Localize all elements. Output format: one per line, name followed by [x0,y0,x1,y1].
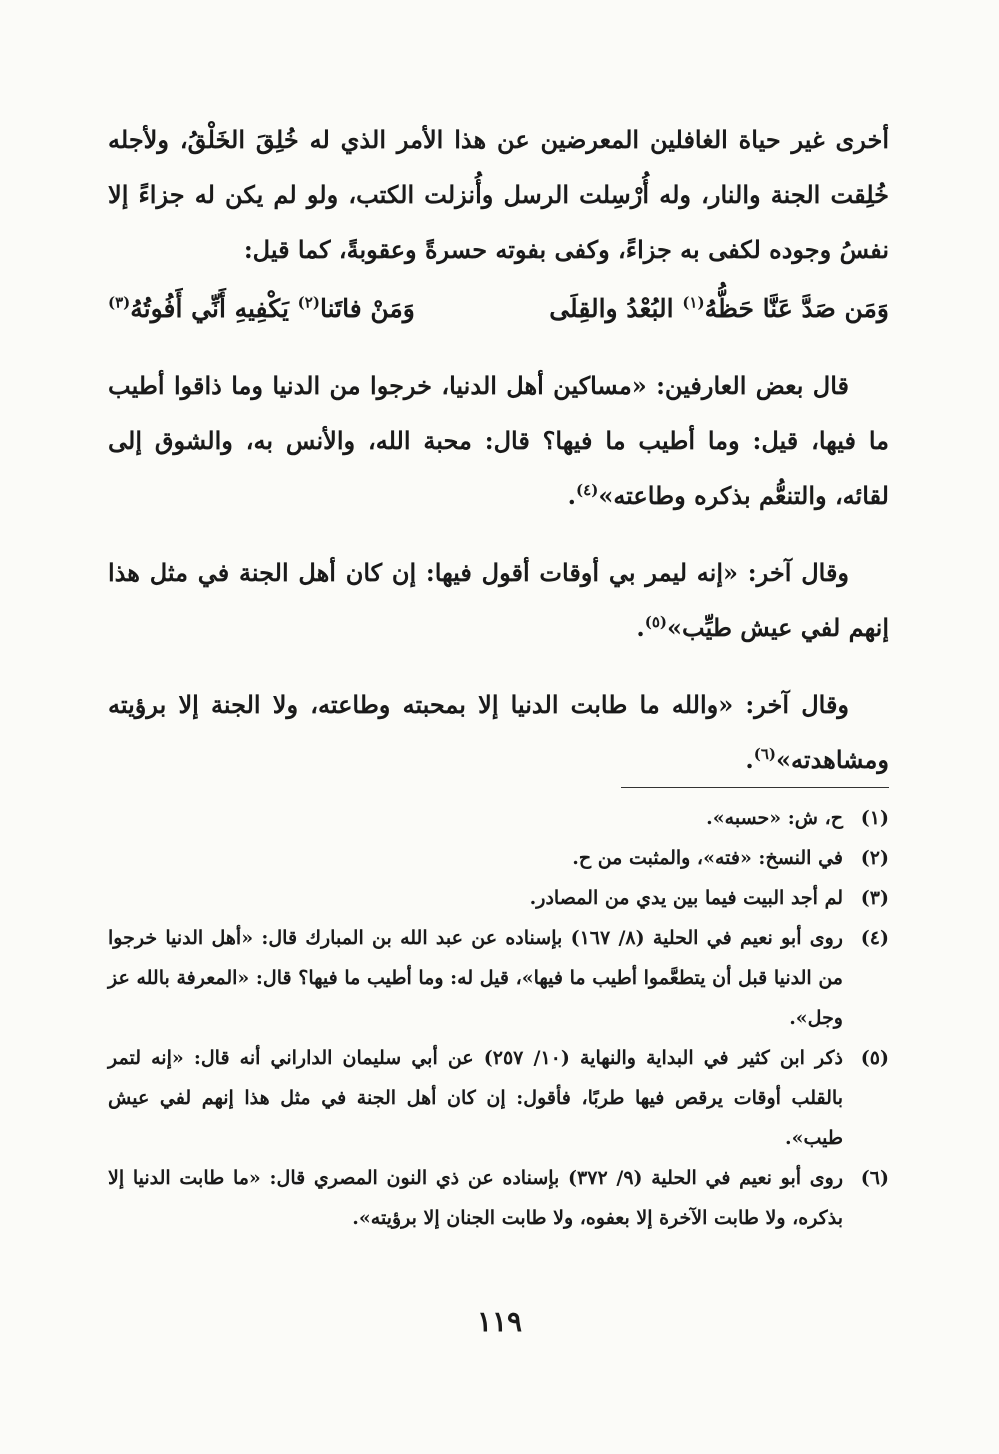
footnote-2 [108,838,889,878]
verse-first-hemistich [549,281,889,336]
footnote-text: ح، ش: «حسبه». [706,807,843,829]
paragraph-2 [108,358,889,523]
footnote-ref-3[interactable]: (٣) [108,293,131,312]
footnote-5 [108,1038,889,1158]
main-text [108,112,889,787]
footnote-ref-1[interactable]: (١) [682,293,705,312]
footnote-text: لم أجد البيت فيما بين يدي من المصادر. [529,887,843,909]
paragraph-4 [108,677,889,787]
footnote-ref-6[interactable]: (٦) [753,745,777,763]
footnote-number: (٥) [860,1047,889,1069]
footnote-number: (٣) [860,887,889,909]
footnote-text: روى أبو نعيم في الحلية (٨/ ١٦٧) بإسناده عن عبد الله بن المبارك قال: «أهل الدنيا خرجوا من الدنيا قبل أن يتطعَّموا أطيب ما فيها»، قيل له: وما أطيب ما فيها؟ قال: «المعرفة بالله عز وجل». [108,927,843,1029]
footnote-number: (٤) [860,927,889,949]
footnote-separator [621,787,889,788]
paragraph-1: أخرى غير حياة الغافلين المعرضين عن هذا الأمر الذي له خُلِقَ الخَلْقُ، ولأجله خُلِقت الجنة والنار، وله أُرْسِلت الرسل وأُنزلت الكتب، ولو لم يكن له جزاءً إلا نفسُ وجوده لكفى به جزاءً، وكفى بفوته حسرةً وعقوبةً، كما قيل: [108,125,889,264]
paragraph-2-text: قال بعض العارفين: «مساكين أهل الدنيا، خرجوا من الدنيا وما ذاقوا أطيب ما فيها، قيل: وما أطيب ما فيها؟ قال: محبة الله، والأنس به، والشوق إلى لقائه، والتنعُّم بذكره وطاعته» [108,371,889,510]
period: . [636,613,645,642]
page-number: ١١٩ [476,1305,523,1338]
verse-right-text: وَمَن صَدَّ عَنَّا حَظُّهُ [704,294,889,323]
footnote-ref-4[interactable]: (٤) [576,481,599,499]
verse-second-hemistich [108,281,415,336]
paragraph-3-text: وقال آخر: «إنه ليمر بي أوقات أقول فيها: إن كان أهل الجنة في مثل هذا إنهم لفي عيش طيِّب» [108,558,889,642]
footnote-text: روى أبو نعيم في الحلية (٩/ ٣٧٢) بإسناده عن ذي النون المصري قال: «ما طابت الدنيا إلا بذكره، ولا طابت الآخرة إلا بعفوه، ولا طابت الجنان إلا برؤيته». [108,1167,843,1229]
footnote-4 [108,918,889,1038]
verse-left-text: وَمَنْ فاتَنا [319,294,415,323]
footnote-text: ذكر ابن كثير في البداية والنهاية (١٠/ ٢٥٧) عن أبي سليمان الداراني أنه قال: «إنه لتمر بالقلب أوقات يرقص فيها طربًا، فأقول: إن كان أهل الجنة في مثل هذا إنهم لفي عيش طيب». [108,1047,843,1149]
footnote-3 [108,878,889,918]
footnote-ref-2[interactable]: (٢) [297,293,320,312]
footnote-number: (٢) [860,847,889,869]
footnote-text: في النسخ: «فته»، والمثبت من ح. [572,847,843,869]
footnotes [108,798,889,1238]
paragraph-3 [108,545,889,655]
footnote-number: (٦) [860,1167,889,1189]
verse-left-end: يَكْفِيهِ أَنِّي أَفُوتُهُ [130,294,298,323]
paragraph-4-text: وقال آخر: «والله ما طابت الدنيا إلا بمحبته وطاعته، ولا الجنة إلا برؤيته ومشاهدته» [108,690,889,774]
footnote-number: (١) [860,807,889,829]
period: . [567,481,577,510]
period: . [745,745,754,774]
poem-verse [108,281,889,336]
footnote-ref-5[interactable]: (٥) [644,613,668,631]
footnote-6 [108,1158,889,1238]
footnote-1 [108,798,889,838]
verse-right-end: البُعْدُ والقِلَى [549,294,683,323]
